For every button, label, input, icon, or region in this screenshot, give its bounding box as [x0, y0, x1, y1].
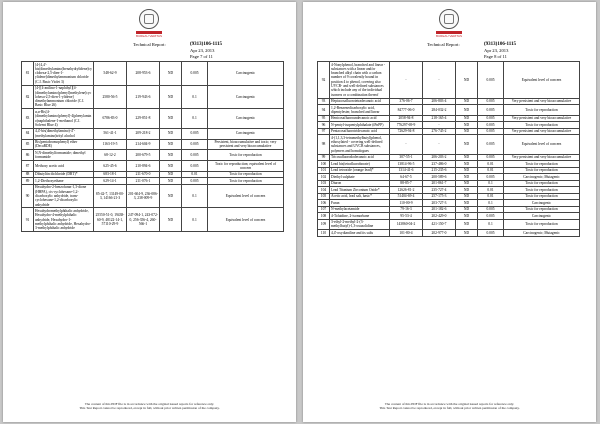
test-result: ND — [160, 62, 182, 86]
substance-name: Bis(pentabromophenyl) ether (DecaBDE) — [34, 139, 94, 150]
ec-number: 215-235-6 — [423, 167, 456, 173]
row-number: 109 — [318, 219, 330, 230]
seal-icon — [439, 9, 459, 29]
table-row — [22, 139, 284, 150]
cas-number: 85-42-7, 13149-00-3, 14166-21-3 — [94, 184, 127, 208]
substance-name: Hexahydro-2-benzofuran-1,3-dione (HHPA), cis-cyclohexane-1,2-dicarboxylic anhydride, trans-cyclohexane-1,2-dicarboxylic anhydride — [34, 184, 94, 208]
test-result: ND — [456, 122, 478, 128]
inclusion-reason: Toxic for reproduction — [208, 178, 284, 184]
test-result: ND — [456, 105, 478, 116]
ec-number: - — [423, 122, 456, 128]
ec-number: 203-727-3 — [423, 200, 456, 206]
row-number: 89 — [22, 178, 34, 184]
cas-number: 561-41-1 — [94, 128, 127, 139]
cas-number: 625-45-6 — [94, 161, 127, 172]
inclusion-reason: Toxic for reproduction — [208, 171, 284, 177]
row-number: 110 — [318, 230, 330, 236]
page-number: Page 7 of 11 — [190, 54, 213, 59]
detection-limit: 0.005 — [478, 154, 504, 160]
row-number: 95 — [318, 115, 330, 121]
substance-name: Heptacosafluorotetradecanoic acid — [330, 98, 390, 104]
substance-name: α,α-Bis[4-(dimethylamino)phenyl]-4(phenylamino)naphthalene-1-methanol (C.I. Solvent Blue 4) — [34, 109, 94, 128]
cas-number: 84777-06-0 — [390, 105, 423, 116]
test-result: ND — [160, 208, 182, 232]
substance-name: 4,4'-bis(dimethylamino)-4''-(methylamino)trityl alcohol — [34, 128, 94, 139]
bureau-veritas-logo — [134, 9, 164, 38]
ec-number: 257-175-3 — [423, 193, 456, 199]
test-result: ND — [160, 128, 182, 139]
cas-number: - — [390, 135, 423, 154]
ec-number: 421-150-7 — [423, 219, 456, 230]
inclusion-reason: Equivalent level of concern — [208, 184, 284, 208]
footer-line: This Test Report cannot be reproduced, except in full, without prior written permission of the company. — [379, 405, 520, 410]
row-number: 108 — [318, 213, 330, 219]
test-result: ND — [456, 187, 478, 193]
ec-number: 276-745-2 — [423, 128, 456, 134]
cas-number: 6786-83-0 — [94, 109, 127, 128]
cas-number: 51404-69-4 — [390, 193, 423, 199]
cas-number: 307-55-1 — [390, 154, 423, 160]
inclusion-reason: Carcinogenic — [208, 85, 284, 109]
ec-number: 200-679-5 — [127, 150, 160, 161]
detection-limit: 0.005 — [478, 213, 504, 219]
row-number: 94 — [318, 105, 330, 116]
detection-limit: 0.005 — [478, 98, 504, 104]
detection-limit: 0.1 — [182, 85, 208, 109]
substance-name: 4,4'-oxydianiline and its salts — [330, 230, 390, 236]
seal-icon — [139, 9, 159, 29]
cas-number: 548-62-9 — [94, 62, 127, 86]
row-number: 106 — [318, 200, 330, 206]
test-result: ND — [456, 193, 478, 199]
substance-name: Methoxy acetic acid — [34, 161, 94, 172]
cas-number: 88-85-7 — [390, 180, 423, 186]
row-number: 107 — [318, 206, 330, 212]
detection-limit: 0.005 — [182, 150, 208, 161]
test-result: ND — [456, 213, 478, 219]
ec-number: 210-894-6 — [127, 161, 160, 172]
row-number: 98 — [318, 135, 330, 154]
table-row — [22, 85, 284, 109]
detection-limit: 0.01 — [478, 187, 504, 193]
inclusion-reason: Toxic for reproduction — [504, 167, 580, 173]
detection-limit: 0.1 — [182, 184, 208, 208]
row-number: 87 — [22, 161, 34, 172]
inclusion-reason: Toxic for reproduction — [504, 219, 580, 230]
row-number: 105 — [318, 193, 330, 199]
results-table — [317, 61, 580, 237]
detection-limit: 0.005 — [478, 62, 504, 99]
inclusion-reason: Toxic for reproduction — [504, 161, 580, 167]
logo-text: BUREAU VERITAS — [136, 34, 162, 38]
inclusion-reason: Toxic for reproduction — [504, 122, 580, 128]
row-number: 96 — [318, 122, 330, 128]
cas-number: 143860-04-2 — [390, 219, 423, 230]
cas-number: 68-12-2 — [94, 150, 127, 161]
substance-name: Dibutyltin dichloride (DBT)* — [34, 171, 94, 177]
ec-number: - — [423, 62, 456, 99]
inclusion-reason: Persistent, bioaccumulative and toxic; very persistent and very bioaccumulative — [208, 139, 284, 150]
ec-number: 200-589-6 — [423, 174, 456, 180]
substance-name: Lead bis(tetrafluoroborate) — [330, 161, 390, 167]
ec-number: 235-727-4 — [423, 187, 456, 193]
detection-limit: 0.1 — [478, 200, 504, 206]
detection-limit: 0.01 — [478, 161, 504, 167]
table-row — [22, 208, 284, 232]
inclusion-reason: Carcinogenic — [208, 128, 284, 139]
test-result: ND — [160, 85, 182, 109]
cas-number: 376-06-7 — [390, 98, 423, 104]
test-result: ND — [456, 230, 478, 236]
footer-line: The content of this PDF file is in accordance with the original issued reports for reference only. — [384, 401, 515, 406]
inclusion-reason: Toxic for reproduction — [208, 150, 284, 161]
row-number: 84 — [22, 128, 34, 139]
row-number: 101 — [318, 167, 330, 173]
report-number: (9313)106-1115 — [484, 42, 516, 47]
cas-number: 25550-51-0, 19438-60-9, 48122-14-1, 57110-29-9 — [94, 208, 127, 232]
table-row — [22, 128, 284, 139]
row-number: 81 — [22, 62, 34, 86]
detection-limit: 0.1 — [478, 180, 504, 186]
inclusion-reason: Equivalent level of concern — [504, 135, 580, 154]
detection-limit: 0.01 — [182, 171, 208, 177]
row-number: 88 — [22, 171, 34, 177]
inclusion-reason: Equivalent level of concern — [504, 62, 580, 99]
ec-number: 201-861-7 — [423, 180, 456, 186]
substance-name: N-pentyl-isopentylphthalate (iPnPP) — [330, 122, 390, 128]
cas-number: - — [390, 62, 423, 99]
substance-name: 1,2-Benzenedicarboxylic acid, dipentylester, branched and linear — [330, 105, 390, 116]
ec-number: 229-851-8 — [127, 109, 160, 128]
bureau-veritas-logo — [434, 9, 464, 38]
ec-number: 209-218-2 — [127, 128, 160, 139]
substance-name: 1,2-Diethoxyethane — [34, 178, 94, 184]
page-footer — [323, 402, 576, 410]
ec-number: 202-977-0 — [423, 230, 456, 236]
table-row — [22, 150, 284, 161]
ec-number: 208-953-6 — [127, 62, 160, 86]
inclusion-reason: Very persistent and very bioaccumulative — [504, 98, 580, 104]
cas-number: 2580-56-5 — [94, 85, 127, 109]
substance-name: Lead tetroxide (orange lead)* — [330, 167, 390, 173]
header-label: Technical Report: — [427, 42, 460, 47]
test-result: ND — [456, 128, 478, 134]
inclusion-reason: Toxic for reproduction — [504, 187, 580, 193]
ec-number: 206-203-2 — [423, 154, 456, 160]
logo-text: BUREAU VERITAS — [436, 34, 462, 38]
test-result: ND — [160, 178, 182, 184]
detection-limit: 0.01 — [478, 193, 504, 199]
cas-number: 12626-81-2 — [390, 187, 423, 193]
detection-limit: 0.005 — [478, 230, 504, 236]
ec-number: 201-604-9, 236-086-3, 238-009-9 — [127, 184, 160, 208]
row-number: 99 — [318, 154, 330, 160]
report-page-right — [303, 2, 596, 422]
table-row — [318, 62, 580, 99]
page-number: Page 8 of 11 — [484, 54, 507, 59]
cas-number: 72629-94-8 — [390, 128, 423, 134]
table-row — [22, 62, 284, 86]
inclusion-reason: Very persistent and very bioaccumulative — [504, 128, 580, 134]
table-row — [22, 184, 284, 208]
header-label: Technical Report: — [133, 42, 166, 47]
cas-number: 683-18-1 — [94, 171, 127, 177]
test-result: ND — [456, 206, 478, 212]
inclusion-reason: Carcinogenic; Mutagenic — [504, 230, 580, 236]
detection-limit: 0.005 — [478, 206, 504, 212]
ec-number: 247-094-1, 243-072-0, 256-356-4, 260-566-1 — [127, 208, 160, 232]
row-number: 102 — [318, 174, 330, 180]
cas-number: 79-16-3 — [390, 206, 423, 212]
test-result: ND — [160, 171, 182, 177]
inclusion-reason: Toxic for reproduction — [504, 193, 580, 199]
inclusion-reason: Toxic for reproduction — [504, 206, 580, 212]
ec-number: 211-076-1 — [127, 178, 160, 184]
substance-name: N,N-dimethylformamide; dimethyl formamide — [34, 150, 94, 161]
results-table — [21, 61, 284, 232]
report-number: (9313)106-1115 — [190, 42, 222, 47]
cas-number: 101-80-4 — [390, 230, 423, 236]
test-result: ND — [456, 62, 478, 99]
inclusion-reason: Toxic for reproduction — [504, 105, 580, 116]
cas-number: 64-67-5 — [390, 174, 423, 180]
test-result: ND — [456, 174, 478, 180]
detection-limit: 0.005 — [182, 161, 208, 172]
substance-name: [4-[4,4'-bis(dimethylamino)benzhydrylidene]cyclohexa-2,5-dien-1-ylidene]dimethylammonium chloride (C.I. Basic Violet 3) — [35, 62, 92, 84]
detection-limit: 0.005 — [478, 105, 504, 116]
detection-limit: 0.005 — [478, 128, 504, 134]
table-row — [318, 230, 580, 236]
test-result: ND — [456, 167, 478, 173]
cas-number: 629-14-1 — [94, 178, 127, 184]
cas-number: 2058-94-8 — [390, 115, 423, 121]
report-date: Apr 23, 2013 — [484, 48, 509, 53]
ec-number: 214-604-9 — [127, 139, 160, 150]
row-number: 93 — [318, 98, 330, 104]
detection-limit: 0.005 — [182, 128, 208, 139]
substance-name: Henicosafluoroundecanoic acid — [330, 115, 390, 121]
detection-limit: 0.005 — [478, 135, 504, 154]
footer-line: This Test Report cannot be reproduced, except in full, without prior written permission of the company. — [79, 405, 220, 410]
detection-limit: 0.005 — [182, 62, 208, 86]
report-date: Apr 23, 2013 — [190, 48, 215, 53]
ec-number: 202-429-0 — [423, 213, 456, 219]
table-row — [318, 219, 580, 230]
test-result: ND — [456, 98, 478, 104]
cas-number: 95-53-4 — [390, 213, 423, 219]
substance-name: 4-Nonylphenol, branched and linear - substances with a linear and/or branched alkyl chain with a carbon number of 9 covalently bound in position 4 to phenol, covering also UVCB- and well-defined substances which include any of the individual isomers or a combination thereof — [330, 62, 390, 99]
row-number: 104 — [318, 187, 330, 193]
test-result: ND — [160, 150, 182, 161]
test-result: ND — [456, 115, 478, 121]
substance-name: Acetic acid, lead salt, basic* — [330, 193, 390, 199]
row-number: 97 — [318, 128, 330, 134]
inclusion-reason: Very persistent and very bioaccumulative — [504, 115, 580, 121]
inclusion-reason: Carcinogenic; Mutagenic — [504, 174, 580, 180]
substance-name: Tricosafluorododecanoic acid — [330, 154, 390, 160]
cas-number: 1163-19-5 — [94, 139, 127, 150]
inclusion-reason: Equivalent level of concern — [208, 208, 284, 232]
substance-name: 4-Toluidine, 2-isomorbane — [330, 213, 390, 219]
detection-limit: 0.1 — [182, 208, 208, 232]
inclusion-reason: Toxic for reproduction; equivalent level of concern — [208, 161, 284, 172]
table-row — [318, 105, 580, 116]
substance-name: Diethyl sulphate — [330, 174, 390, 180]
ec-number: 211-670-0 — [127, 171, 160, 177]
row-number: 90 — [22, 184, 34, 208]
ec-number: 201-182-6 — [423, 206, 456, 212]
detection-limit: 0.005 — [478, 174, 504, 180]
detection-limit: 0.01 — [478, 167, 504, 173]
test-result: ND — [456, 154, 478, 160]
substance-name: Diuron — [330, 180, 390, 186]
ec-number: 206-803-4 — [423, 98, 456, 104]
cas-number: 1314-41-6 — [390, 167, 423, 173]
row-number: 82 — [22, 85, 34, 109]
test-result: ND — [456, 135, 478, 154]
test-result: ND — [160, 139, 182, 150]
table-row — [318, 135, 580, 154]
substance-name: 4-(1,1,3,3-tetramethylbutyl)phenol, ethoxylated - covering well-defined substances and UVCB substances, polymers and homologues — [330, 135, 390, 154]
row-number: 83 — [22, 109, 34, 128]
ec-number: 237-486-0 — [423, 161, 456, 167]
substance-name: 3-ethyl-2-methyl-2-(3-methylbutyl)-1,3-oxazolidine — [330, 219, 390, 230]
inclusion-reason: Carcinogenic — [504, 200, 580, 206]
test-result: ND — [456, 180, 478, 186]
detection-limit: 0.005 — [478, 115, 504, 121]
detection-limit: 0.1 — [478, 219, 504, 230]
row-number: 92 — [318, 62, 330, 99]
detection-limit: 0.005 — [182, 178, 208, 184]
detection-limit: 0.005 — [478, 122, 504, 128]
report-page-left — [3, 2, 296, 422]
inclusion-reason: Toxic for reproduction — [504, 180, 580, 186]
test-result: ND — [456, 200, 478, 206]
cas-number: 776297-69-9 — [390, 122, 423, 128]
table-row — [22, 109, 284, 128]
cas-number: 13814-96-5 — [390, 161, 423, 167]
test-result: ND — [456, 219, 478, 230]
substance-name: [4-[[4-anilino-1-naphthyl][4-(dimethylamino)phenyl]methylene]cyclohexa-2,5-dien-1-ylidene] dimethylammonium chloride (C.I. Basic Blue 26) — [34, 85, 94, 109]
test-result: ND — [160, 161, 182, 172]
ec-number: 218-165-4 — [423, 115, 456, 121]
ec-number: - — [423, 135, 456, 154]
row-number: 91 — [22, 208, 34, 232]
header-details — [190, 42, 250, 60]
inclusion-reason: Very persistent and very bioaccumulative — [504, 154, 580, 160]
test-result: ND — [160, 109, 182, 128]
header-details — [484, 42, 544, 60]
cas-number: 110-00-9 — [390, 200, 423, 206]
test-result: ND — [160, 184, 182, 208]
inclusion-reason: Carcinogenic — [208, 62, 284, 86]
row-number: 86 — [22, 150, 34, 161]
inclusion-reason: Carcinogenic — [208, 109, 284, 128]
ec-number: 284-032-2 — [423, 105, 456, 116]
substance-name: Hexahydromethylphthalic anhydride, Hexahydro-4-methylphthalic anhydride, Hexahydro-1-methylphthalic anhydride, Hexahydro-3-methylphthalic anhydride — [34, 208, 94, 232]
substance-name: Furan — [330, 200, 390, 206]
ec-number: 219-943-6 — [127, 85, 160, 109]
footer-line: The content of this PDF file is in accordance with the original issued reports for reference only. — [84, 401, 215, 406]
substance-name: Lead Titanium Zirconium Oxide* — [330, 187, 390, 193]
inclusion-reason: Carcinogenic — [504, 213, 580, 219]
test-result: ND — [456, 161, 478, 167]
row-number: 85 — [22, 139, 34, 150]
row-number: 100 — [318, 161, 330, 167]
detection-limit: 0.1 — [182, 109, 208, 128]
table-row — [22, 161, 284, 172]
substance-name: Pentacosafluorotridecanoic acid — [330, 128, 390, 134]
substance-name: N-methylacetamide — [330, 206, 390, 212]
row-number: 103 — [318, 180, 330, 186]
page-footer — [23, 402, 276, 410]
detection-limit: 0.005 — [182, 139, 208, 150]
